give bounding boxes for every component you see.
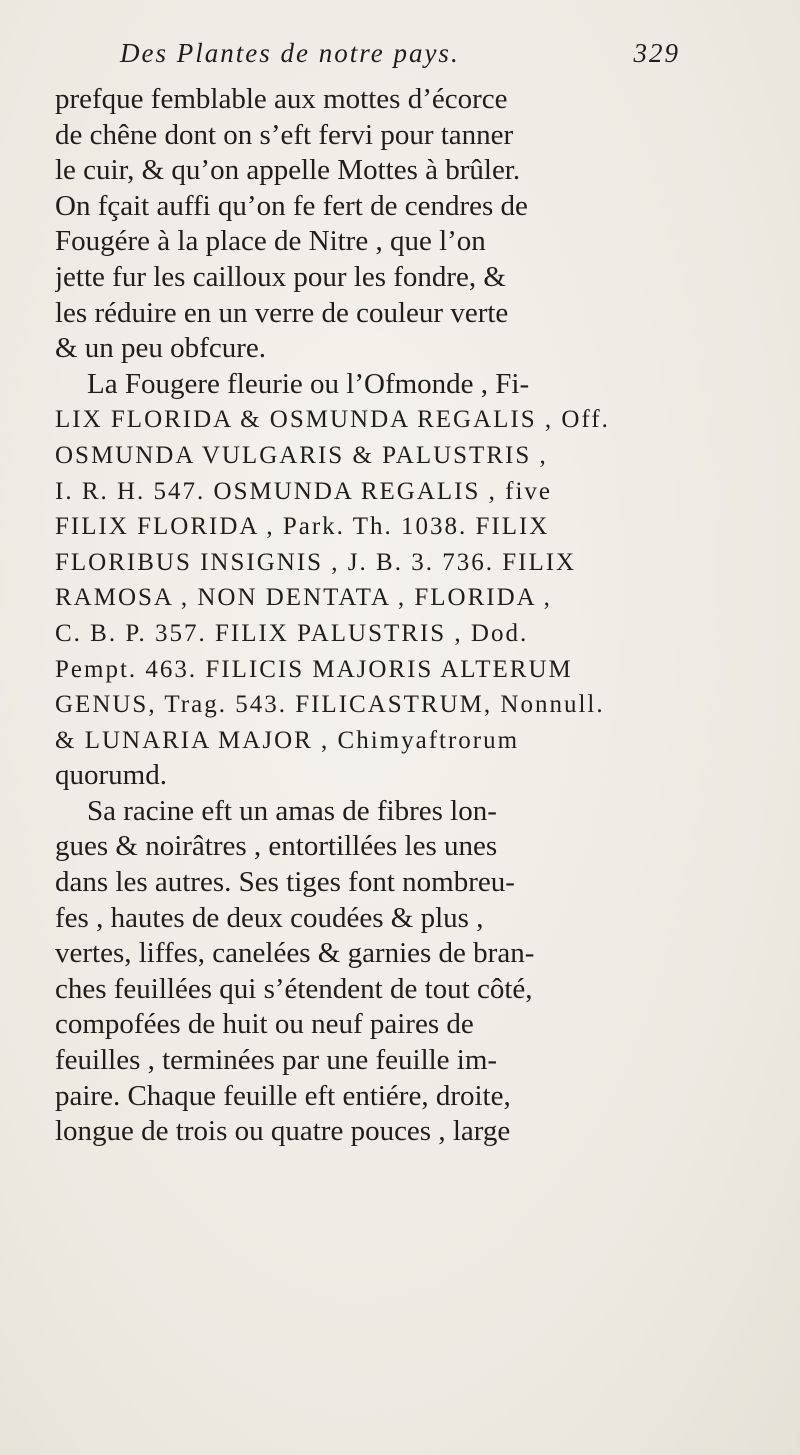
text-line: longue de trois ou quatre pouces , large xyxy=(55,1115,511,1148)
text-line: Pempt. 463. FILICIS MAJORIS ALTERUM xyxy=(55,655,573,683)
text-line: FLORIBUS INSIGNIS , J. B. 3. 736. FILIX xyxy=(55,548,577,576)
text-line: prefque femblable aux mottes d’écorce xyxy=(55,83,508,115)
text-line: OSMUNDA VULGARIS & PALUSTRIS , xyxy=(55,441,548,469)
running-header xyxy=(120,38,680,78)
text-line: RAMOSA , NON DENTATA , FLORIDA , xyxy=(55,584,552,612)
page-number: 329 xyxy=(633,38,680,68)
text-line: dans les autres. Ses tiges font nombreu- xyxy=(55,866,515,899)
text-line: ches feuillées qui s’étendent de tout côté, xyxy=(55,972,533,1005)
text-line: paire. Chaque feuille eft entiére, droite, xyxy=(55,1079,511,1112)
text-line: quorumd. xyxy=(55,759,167,792)
text-line: feuilles , terminées par une feuille im- xyxy=(55,1044,498,1077)
text-line: Sa racine eft un amas de fibres lon- xyxy=(87,794,497,827)
text-line: vertes, liffes, canelées & garnies de bran- xyxy=(55,937,535,970)
text-line: GENUS, Trag. 543. FILICASTRUM, Nonnull. xyxy=(55,691,605,719)
body-text xyxy=(55,82,735,1150)
text-line: le cuir, & qu’on appelle Mottes à brûler. xyxy=(55,154,521,187)
text-line: & LUNARIA MAJOR , Chimyaftrorum xyxy=(55,726,520,754)
text-line: les réduire en un verre de couleur verte xyxy=(55,296,509,329)
text-line: de chêne dont on s’eft fervi pour tanner xyxy=(55,118,514,151)
text-line: LIX FLORIDA & OSMUNDA REGALIS , Off. xyxy=(55,406,610,434)
text-line: jette fur les cailloux pour les fondre, & xyxy=(55,260,506,293)
running-title: Des Plantes de notre pays. xyxy=(120,38,460,68)
text-line: C. B. P. 357. FILIX PALUSTRIS , Dod. xyxy=(55,619,529,647)
text-line: La Fougere fleurie ou l’Ofmonde , Fi- xyxy=(87,367,530,400)
text-line: gues & noirâtres , entortillées les unes xyxy=(55,830,498,863)
text-line: fes , hautes de deux coudées & plus , xyxy=(55,901,484,934)
text-line: FILIX FLORIDA , Park. Th. 1038. FILIX xyxy=(55,513,550,541)
text-line: compofées de huit ou neuf paires de xyxy=(55,1008,474,1041)
text-line: I. R. H. 547. OSMUNDA REGALIS , five xyxy=(55,477,552,505)
text-line: & un peu obfcure. xyxy=(55,332,266,365)
text-line: On fçait auffi qu’on fe fert de cendres de xyxy=(55,189,528,222)
text-line: Fougére à la place de Nitre , que l’on xyxy=(55,225,486,258)
